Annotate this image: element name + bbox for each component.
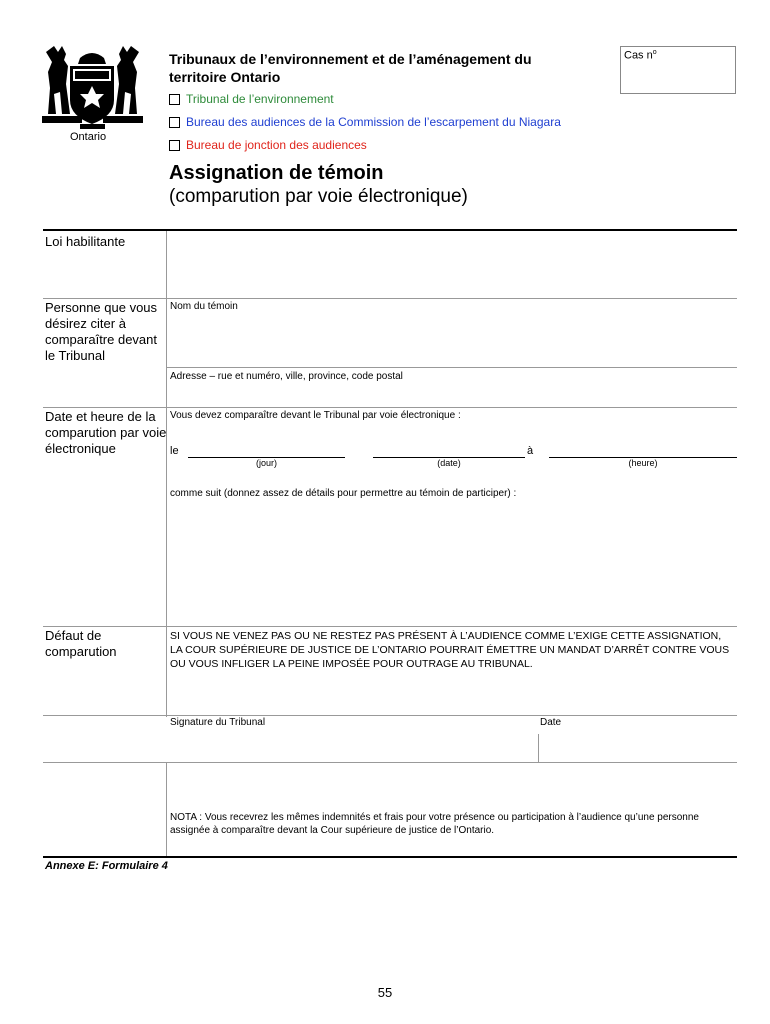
defaut-warning-text: SI VOUS NE VENEZ PAS OU NE RESTEZ PAS PRÉSENT À L’AUDIENCE COMME L’EXIGE CETTE ASSIGNATION, LA COUR SUPÉRIEURE DE JUSTICE DE L’ONTARIO POURRAIT ÉMETTRE UN MANDAT D’ARRÊT CONTRE VOUS OU VOUS INFLIGER LA PEINE IMPOSÉE POUR OUTRAGE AU TRIBUNAL. <box>170 630 730 670</box>
a-label: à <box>527 445 534 457</box>
comparution-intro: Vous devez comparaître devant le Tribunal par voie électronique : <box>170 410 461 421</box>
signature-date-field[interactable] <box>540 730 736 760</box>
divider <box>166 367 737 368</box>
form-subtitle: (comparution par voie électronique) <box>169 186 468 207</box>
heure-caption: (heure) <box>628 458 658 468</box>
annexe-label: Annexe E: Formulaire 4 <box>45 860 168 872</box>
case-number-field[interactable] <box>620 46 736 94</box>
page-number: 55 <box>377 985 393 1000</box>
le-label: le <box>170 445 179 457</box>
option-label: Bureau de jonction des audiences <box>186 138 367 152</box>
case-number-label: Cas $n^o$ <box>624 49 657 62</box>
nom-temoin-label: Nom du témoin <box>170 301 238 312</box>
option-label: Bureau des audiences de la Commission de l’escarpement du Niagara <box>186 115 561 129</box>
column-divider-lower <box>166 762 167 858</box>
date-heure-label: Date et heure de la comparution par voie électronique <box>45 409 167 456</box>
option-tribunal-environnement[interactable] <box>169 92 334 106</box>
column-divider <box>166 231 167 717</box>
date-caption: (date) <box>437 458 461 468</box>
signature-field[interactable] <box>168 730 536 760</box>
bottom-rule <box>43 856 737 858</box>
loi-habilitante-label: Loi habilitante <box>45 234 126 249</box>
organization-title: Tribunaux de l’environnement et de l’aménagement du territoire Ontario <box>169 51 532 85</box>
nota-text: NOTA : Vous recevrez les mêmes indemnités et frais pour votre présence ou participation à l’audience qu’une personne assignée à comparaître devant la Cour supérieure de justice de l’Ontario. <box>170 812 699 836</box>
divider <box>43 407 737 408</box>
details-instructions: comme suit (donnez assez de détails pour permettre au témoin de participer) : <box>170 488 517 499</box>
divider <box>43 298 737 299</box>
logo-wordmark: Ontario <box>70 131 107 143</box>
adresse-label: Adresse – rue et numéro, ville, province, code postal <box>170 371 403 382</box>
form-title: Assignation de témoin <box>169 162 384 184</box>
details-field[interactable] <box>168 502 736 622</box>
checkbox[interactable] <box>169 94 180 105</box>
loi-habilitante-field[interactable] <box>168 232 736 298</box>
option-bureau-escarpement[interactable] <box>169 115 561 129</box>
personne-label: Personne que vous désirez citer à comparaître devant le Tribunal <box>45 300 158 363</box>
date-divider <box>538 734 539 762</box>
adresse-field[interactable] <box>168 385 736 405</box>
divider <box>43 762 737 763</box>
option-label: Tribunal de l’environnement <box>186 92 334 106</box>
checkbox[interactable] <box>169 117 180 128</box>
signature-label: Signature du Tribunal <box>170 717 266 728</box>
top-rule <box>43 229 737 231</box>
option-bureau-jonction[interactable] <box>169 138 367 152</box>
divider <box>43 715 737 716</box>
defaut-label: Défaut de comparution <box>45 628 117 659</box>
checkbox[interactable] <box>169 140 180 151</box>
divider <box>43 626 737 627</box>
signature-date-label: Date <box>540 717 562 728</box>
jour-caption: (jour) <box>255 458 277 468</box>
nom-temoin-field[interactable] <box>168 314 736 366</box>
